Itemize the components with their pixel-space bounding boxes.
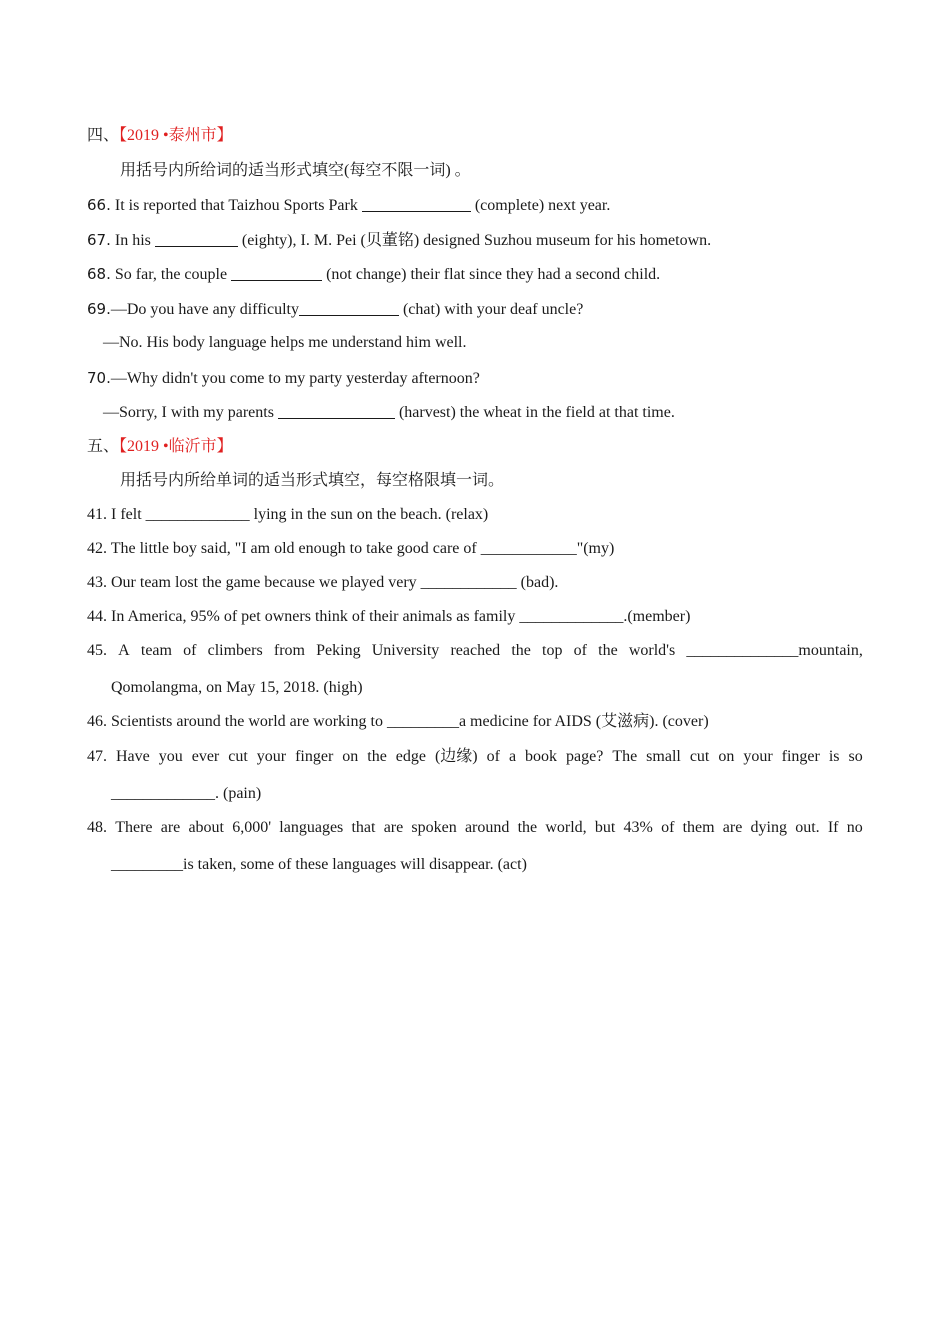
question-67: 67. In his (eighty), I. M. Pei (贝董铭) designed Suzhou museum for his hometown. <box>87 231 712 249</box>
section5-header <box>87 437 233 457</box>
question-70: 70.—Why didn't you come to my party yesterday afternoon? <box>87 369 480 387</box>
question-number: 66. <box>87 196 111 214</box>
question-46: 46. Scientists around the world are working to _________a medicine for AIDS (艾滋病). (cover) <box>87 713 709 730</box>
question-48-cont: _________is taken, some of these languages will disappear. (act) <box>111 856 527 873</box>
section5-prefix: 五、 <box>87 438 120 455</box>
answer-blank[interactable] <box>299 299 399 316</box>
question-66: 66. It is reported that Taizhou Sports Park (complete) next year. <box>87 196 611 214</box>
answer-blank[interactable] <box>362 195 471 212</box>
section4-instruction: 用括号内所给词的适当形式填空(每空不限一词) 。 <box>120 162 471 179</box>
question-number: 67. <box>87 231 111 249</box>
question-45: 45. A team of climbers from Peking University reached the top of the world's ______________mountain, <box>87 642 863 659</box>
answer-blank[interactable] <box>231 264 322 281</box>
question-41: 41. I felt _____________ lying in the sun on the beach. (relax) <box>87 506 489 523</box>
question-69: 69.—Do you have any difficulty (chat) with your deaf uncle? <box>87 300 584 318</box>
section4-header <box>87 126 233 146</box>
question-number: 68. <box>87 265 111 283</box>
answer-blank[interactable] <box>278 402 395 419</box>
question-number: 70. <box>87 369 111 387</box>
section5-instruction: 用括号内所给单词的适当形式填空，每空格限填一词。 <box>120 472 505 489</box>
question-68: 68. So far, the couple (not change) their flat since they had a second child. <box>87 265 661 283</box>
question-69-reply: —No. His body language helps me understand him well. <box>103 334 467 351</box>
question-number: 69. <box>87 300 111 318</box>
section5-tag: 【2019 •临沂市】 <box>119 438 233 455</box>
section4-prefix: 四、 <box>87 127 120 144</box>
question-43: 43. Our team lost the game because we played very ____________ (bad). <box>87 574 559 591</box>
question-47: 47. Have you ever cut your finger on the edge (边缘) of a book page? The small cut on your finger is so <box>87 748 863 765</box>
question-44: 44. In America, 95% of pet owners think of their animals as family _____________.(member) <box>87 608 691 625</box>
question-70-reply: —Sorry, I with my parents (harvest) the wheat in the field at that time. <box>103 404 675 421</box>
question-42: 42. The little boy said, "I am old enough to take good care of ____________"(my) <box>87 540 615 557</box>
question-47-cont: _____________. (pain) <box>111 785 262 802</box>
question-45-cont: Qomolangma, on May 15, 2018. (high) <box>111 679 363 696</box>
question-48: 48. There are about 6,000' languages that are spoken around the world, but 43% of them are dying out. If no <box>87 819 863 836</box>
section4-tag: 【2019 •泰州市】 <box>119 127 233 144</box>
answer-blank[interactable] <box>155 230 238 247</box>
